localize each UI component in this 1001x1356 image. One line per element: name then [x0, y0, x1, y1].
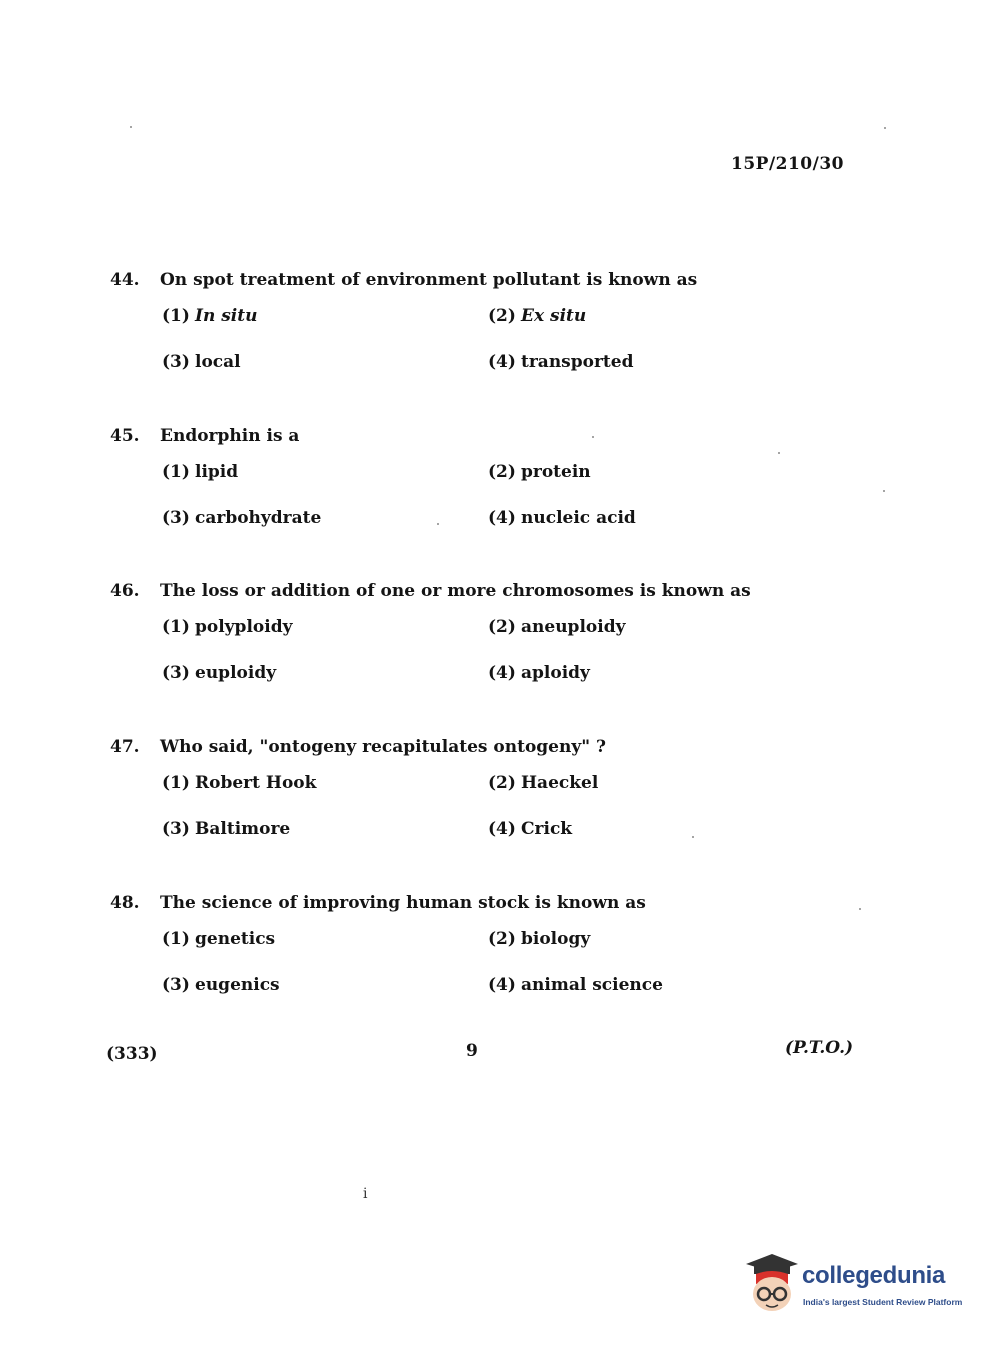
- option-3: (3) Baltimore: [162, 819, 291, 839]
- option-3: (3) carbohydrate: [162, 508, 322, 528]
- options: [160, 761, 750, 857]
- stray-mark: i: [363, 1186, 368, 1202]
- option-4: (4) animal science: [488, 975, 663, 995]
- option-3: (3) eugenics: [162, 975, 280, 995]
- question-text: Who said, "ontogeny recapitulates ontogeny" ?: [160, 737, 606, 757]
- option-1: (1) Robert Hook: [162, 773, 317, 793]
- option-2: (2) aneuploidy: [488, 617, 626, 637]
- brand-name: collegedunia: [802, 1262, 946, 1289]
- question-45: [110, 422, 750, 546]
- question-number: 48.: [110, 893, 140, 913]
- option-2: (2) Ex situ: [488, 306, 587, 326]
- scan-speck: [883, 490, 885, 492]
- option-2: (2) biology: [488, 929, 591, 949]
- question-text: The science of improving human stock is known as: [160, 893, 646, 913]
- option-3: (3) local: [162, 352, 241, 372]
- scan-speck: [778, 452, 780, 454]
- question-number: 44.: [110, 270, 140, 290]
- collegedunia-logo: [742, 1250, 972, 1320]
- scan-speck: [692, 836, 694, 838]
- option-1: (1) polyploidy: [162, 617, 293, 637]
- option-4: (4) nucleic acid: [488, 508, 636, 528]
- booklet-code: (333): [106, 1044, 158, 1064]
- option-2: (2) protein: [488, 462, 591, 482]
- paper-code: 15P/210/30: [731, 154, 845, 174]
- question-text: The loss or addition of one or more chromosomes is known as: [160, 581, 751, 601]
- scan-speck: [592, 436, 594, 438]
- pto-label: (P.T.O.): [785, 1038, 854, 1058]
- scan-speck: [884, 127, 886, 129]
- mascot-icon: [742, 1250, 802, 1320]
- question-48: [110, 889, 750, 1013]
- question-text: On spot treatment of environment pollutant is known as: [160, 270, 698, 290]
- option-1: (1) genetics: [162, 929, 276, 949]
- option-1: (1) lipid: [162, 462, 239, 482]
- options: [160, 917, 750, 1013]
- question-number: 47.: [110, 737, 140, 757]
- question-number: 46.: [110, 581, 140, 601]
- option-1: (1) In situ: [162, 306, 258, 326]
- options: [160, 605, 750, 701]
- option-2: (2) Haeckel: [488, 773, 599, 793]
- option-4: (4) transported: [488, 352, 634, 372]
- question-46: [110, 577, 750, 701]
- question-47: [110, 733, 750, 857]
- brand-tagline: India's largest Student Review Platform: [803, 1297, 963, 1307]
- options: [160, 294, 750, 390]
- scan-speck: [437, 523, 439, 525]
- question-number: 45.: [110, 426, 140, 446]
- option-4: (4) aploidy: [488, 663, 590, 683]
- options: [160, 450, 750, 546]
- scan-speck: [859, 908, 861, 910]
- scan-speck: [130, 126, 132, 128]
- option-3: (3) euploidy: [162, 663, 277, 683]
- question-text: Endorphin is a: [160, 426, 300, 446]
- question-44: [110, 266, 750, 390]
- option-4: (4) Crick: [488, 819, 573, 839]
- page-number: 9: [466, 1041, 478, 1061]
